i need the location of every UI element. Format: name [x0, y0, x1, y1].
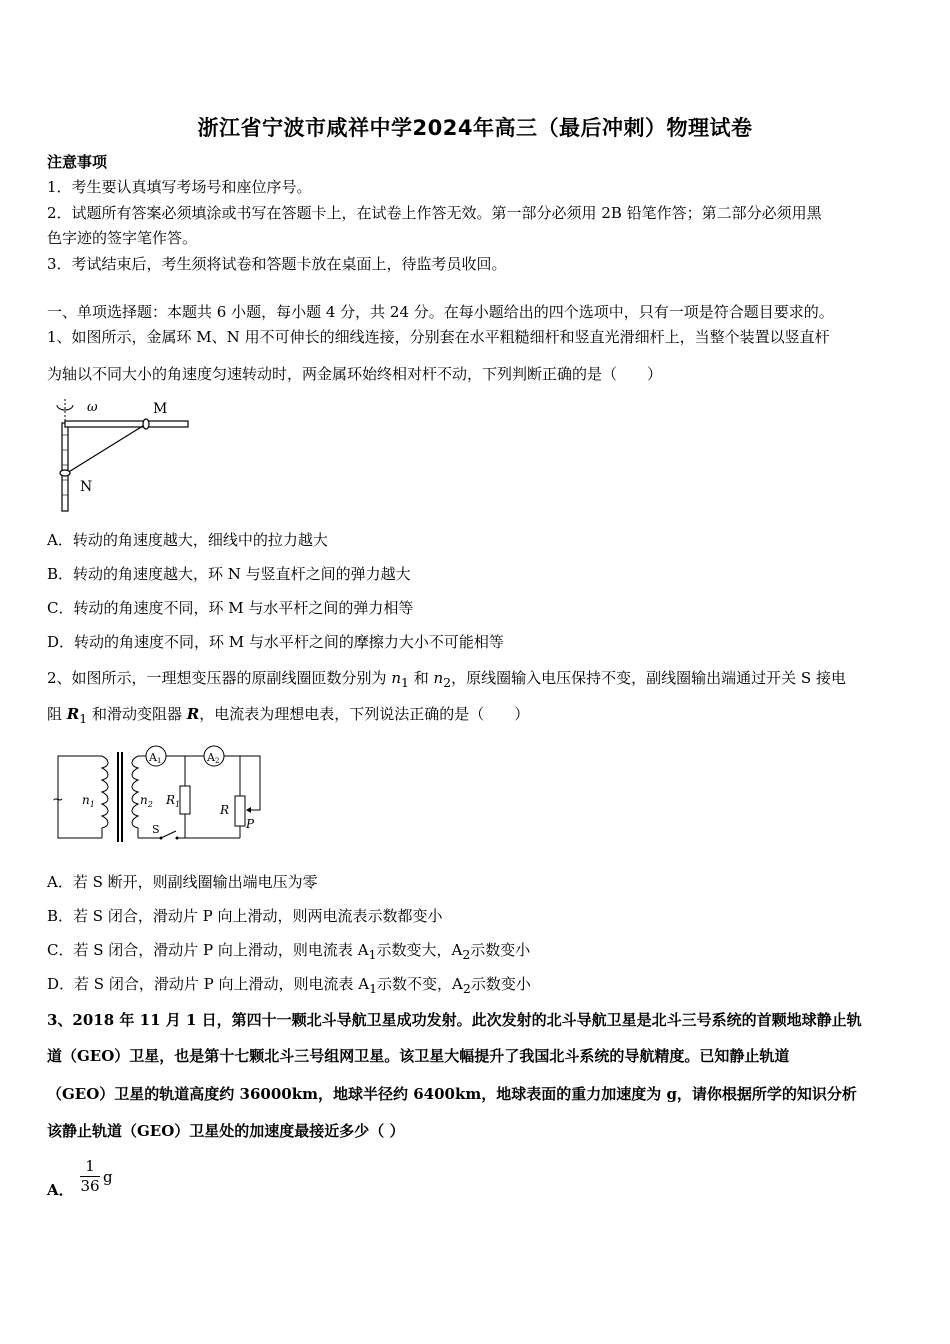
q2-option-c: C．若 S 闭合，滑动片 P 向上滑动，则电流表 $A_1$示数变大，$A_2$示数变小 — [47, 941, 531, 962]
question-1-stem: 1、如图所示，金属环 M、N 用不可伸长的细线连接，分别套在水平粗糙细杆和竖直光滑细杆上，当整个装置以竖直杆 — [47, 328, 830, 346]
secondary-coil-label: $n_2$ — [140, 793, 153, 809]
ammeter-a1: A1 — [149, 751, 162, 765]
ammeter-a2: A2 — [207, 751, 220, 765]
question-2-circuit — [50, 738, 280, 848]
notice-item: 色字迹的签字笔作答。 — [47, 229, 198, 247]
q3-option-a-label: A． — [47, 1181, 74, 1199]
q1-option-c: C．转动的角速度不同，环 M 与水平杆之间的弹力相等 — [47, 599, 414, 617]
q1-option-a: A．转动的角速度越大，细线中的拉力越大 — [47, 531, 328, 549]
notice-heading: 注意事项 — [47, 153, 108, 171]
notice-item: 3．考试结束后，考生须将试卷和答题卡放在桌面上，待监考员收回。 — [47, 255, 507, 273]
resistor-r1-label: $R_1$ — [166, 793, 181, 809]
rheostat-r-label: R — [220, 803, 230, 817]
q3-option-a-fraction: $\frac{1}{36}$ — [80, 1157, 100, 1195]
slider-p-label: P — [246, 817, 255, 831]
section-heading: 一、单项选择题：本题共 6 小题，每小题 4 分，共 24 分。在每小题给出的四个选项中，只有一项是符合题目要求的。 — [47, 303, 834, 321]
question-1-stem: 为轴以不同大小的角速度匀速转动时，两金属环始终相对杆不动，下列判断正确的是（ ） — [47, 365, 663, 383]
omega-label: ω — [87, 400, 98, 415]
q1-option-d: D．转动的角速度不同，环 M 与水平杆之间的摩擦力大小不可能相等 — [47, 633, 504, 651]
question-3-stem: 3、2018 年 11 月 1 日，第四十一颗北斗导航卫星成功发射。此次发射的北斗导航卫星是北斗三号系统的首颗地球静止轨 — [47, 1011, 862, 1029]
ac-source-label: ~ — [52, 792, 64, 808]
question-3-stem: （GEO）卫星的轨道高度约 36000km，地球半径约 6400km，地球表面的重力加速度为 g，请你根据所学的知识分析 — [47, 1085, 857, 1103]
question-2-stem: 阻 $R_1$ 和滑动变阻器 R，电流表为理想电表，下列说法正确的是（ ） — [47, 705, 530, 726]
q1-option-b: B．转动的角速度越大，环 N 与竖直杆之间的弹力越大 — [47, 565, 411, 583]
q2-option-b: B．若 S 闭合，滑动片 P 向上滑动，则两电流表示数都变小 — [47, 907, 443, 925]
ring-m-label: M — [153, 401, 168, 417]
q2-option-a: A．若 S 断开，则副线圈输出端电压为零 — [47, 873, 318, 891]
notice-item: 2．试题所有答案必须填涂或书写在答题卡上，在试卷上作答无效。第一部分必须用 2B 铅笔作答；第二部分必须用黑 — [47, 204, 822, 222]
question-3-stem: 道（GEO）卫星，也是第十七颗北斗三号组网卫星。该卫星大幅提升了我国北斗系统的导航精度。已知静止轨道 — [47, 1047, 790, 1065]
notice-item: 1．考生要认真填写考场号和座位序号。 — [47, 178, 312, 196]
question-3-stem: 该静止轨道（GEO）卫星处的加速度最接近多少（ ） — [47, 1122, 405, 1140]
primary-coil-label: $n_1$ — [82, 793, 95, 809]
page-title: 浙江省宁波市咸祥中学2024年高三（最后冲刺）物理试卷 — [197, 116, 753, 140]
switch-s-label: S — [152, 823, 160, 836]
question-2-stem: 2、如图所示，一理想变压器的原副线圈匝数分别为 $n_1$ 和 $n_2$，原线圈输入电压保持不变，副线圈输出端通过开关 S 接电 — [47, 669, 846, 690]
question-1-figure — [45, 395, 195, 515]
ring-n-label: N — [80, 479, 93, 495]
q3-option-a-unit: g — [103, 1168, 113, 1186]
q2-option-d: D．若 S 闭合，滑动片 P 向上滑动，则电流表 $A_1$示数不变，$A_2$示数变小 — [47, 975, 531, 996]
